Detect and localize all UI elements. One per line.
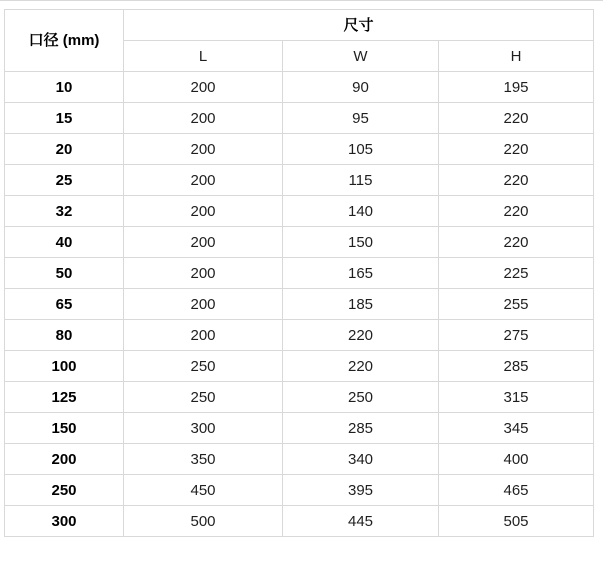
top-divider	[0, 0, 603, 1]
l-cell: 200	[124, 72, 283, 103]
w-cell: 140	[283, 196, 439, 227]
h-cell: 400	[439, 444, 594, 475]
l-cell: 200	[124, 258, 283, 289]
header-col-l: L	[124, 41, 283, 72]
table-row	[5, 72, 594, 103]
l-cell: 200	[124, 196, 283, 227]
diameter-cell: 40	[5, 227, 124, 258]
diameter-cell: 15	[5, 103, 124, 134]
diameter-cell: 300	[5, 506, 124, 537]
l-cell: 300	[124, 413, 283, 444]
table-row	[5, 289, 594, 320]
w-cell: 95	[283, 103, 439, 134]
w-cell: 185	[283, 289, 439, 320]
table-row	[5, 506, 594, 537]
l-cell: 200	[124, 165, 283, 196]
h-cell: 220	[439, 134, 594, 165]
diameter-cell: 20	[5, 134, 124, 165]
header-col-w: W	[283, 41, 439, 72]
table-row	[5, 320, 594, 351]
l-cell: 250	[124, 382, 283, 413]
diameter-cell: 250	[5, 475, 124, 506]
dimensions-table	[4, 9, 594, 537]
l-cell: 200	[124, 103, 283, 134]
w-cell: 115	[283, 165, 439, 196]
table-row	[5, 413, 594, 444]
w-cell: 395	[283, 475, 439, 506]
table-header	[5, 10, 594, 72]
table-row	[5, 103, 594, 134]
h-cell: 225	[439, 258, 594, 289]
table-row	[5, 475, 594, 506]
h-cell: 220	[439, 227, 594, 258]
l-cell: 500	[124, 506, 283, 537]
w-cell: 90	[283, 72, 439, 103]
w-cell: 165	[283, 258, 439, 289]
h-cell: 220	[439, 196, 594, 227]
table-row	[5, 258, 594, 289]
table-row	[5, 196, 594, 227]
h-cell: 275	[439, 320, 594, 351]
table-row	[5, 227, 594, 258]
table-body	[5, 72, 594, 537]
diameter-cell: 150	[5, 413, 124, 444]
table-row	[5, 382, 594, 413]
h-cell: 220	[439, 165, 594, 196]
w-cell: 105	[283, 134, 439, 165]
header-row-group	[5, 10, 594, 41]
h-cell: 505	[439, 506, 594, 537]
table-row	[5, 444, 594, 475]
h-cell: 255	[439, 289, 594, 320]
header-diameter: 口径 (mm)	[5, 10, 124, 72]
w-cell: 220	[283, 320, 439, 351]
table-row	[5, 134, 594, 165]
w-cell: 150	[283, 227, 439, 258]
l-cell: 200	[124, 227, 283, 258]
diameter-cell: 50	[5, 258, 124, 289]
table-row	[5, 351, 594, 382]
diameter-cell: 80	[5, 320, 124, 351]
diameter-cell: 100	[5, 351, 124, 382]
w-cell: 340	[283, 444, 439, 475]
l-cell: 200	[124, 134, 283, 165]
h-cell: 195	[439, 72, 594, 103]
diameter-cell: 65	[5, 289, 124, 320]
header-size-group: 尺寸	[124, 10, 594, 41]
l-cell: 200	[124, 289, 283, 320]
h-cell: 220	[439, 103, 594, 134]
l-cell: 200	[124, 320, 283, 351]
diameter-cell: 10	[5, 72, 124, 103]
w-cell: 445	[283, 506, 439, 537]
h-cell: 315	[439, 382, 594, 413]
diameter-cell: 25	[5, 165, 124, 196]
h-cell: 285	[439, 351, 594, 382]
l-cell: 250	[124, 351, 283, 382]
h-cell: 465	[439, 475, 594, 506]
w-cell: 250	[283, 382, 439, 413]
l-cell: 350	[124, 444, 283, 475]
diameter-cell: 200	[5, 444, 124, 475]
w-cell: 220	[283, 351, 439, 382]
diameter-cell: 32	[5, 196, 124, 227]
table-row	[5, 165, 594, 196]
diameter-cell: 125	[5, 382, 124, 413]
l-cell: 450	[124, 475, 283, 506]
w-cell: 285	[283, 413, 439, 444]
h-cell: 345	[439, 413, 594, 444]
header-col-h: H	[439, 41, 594, 72]
